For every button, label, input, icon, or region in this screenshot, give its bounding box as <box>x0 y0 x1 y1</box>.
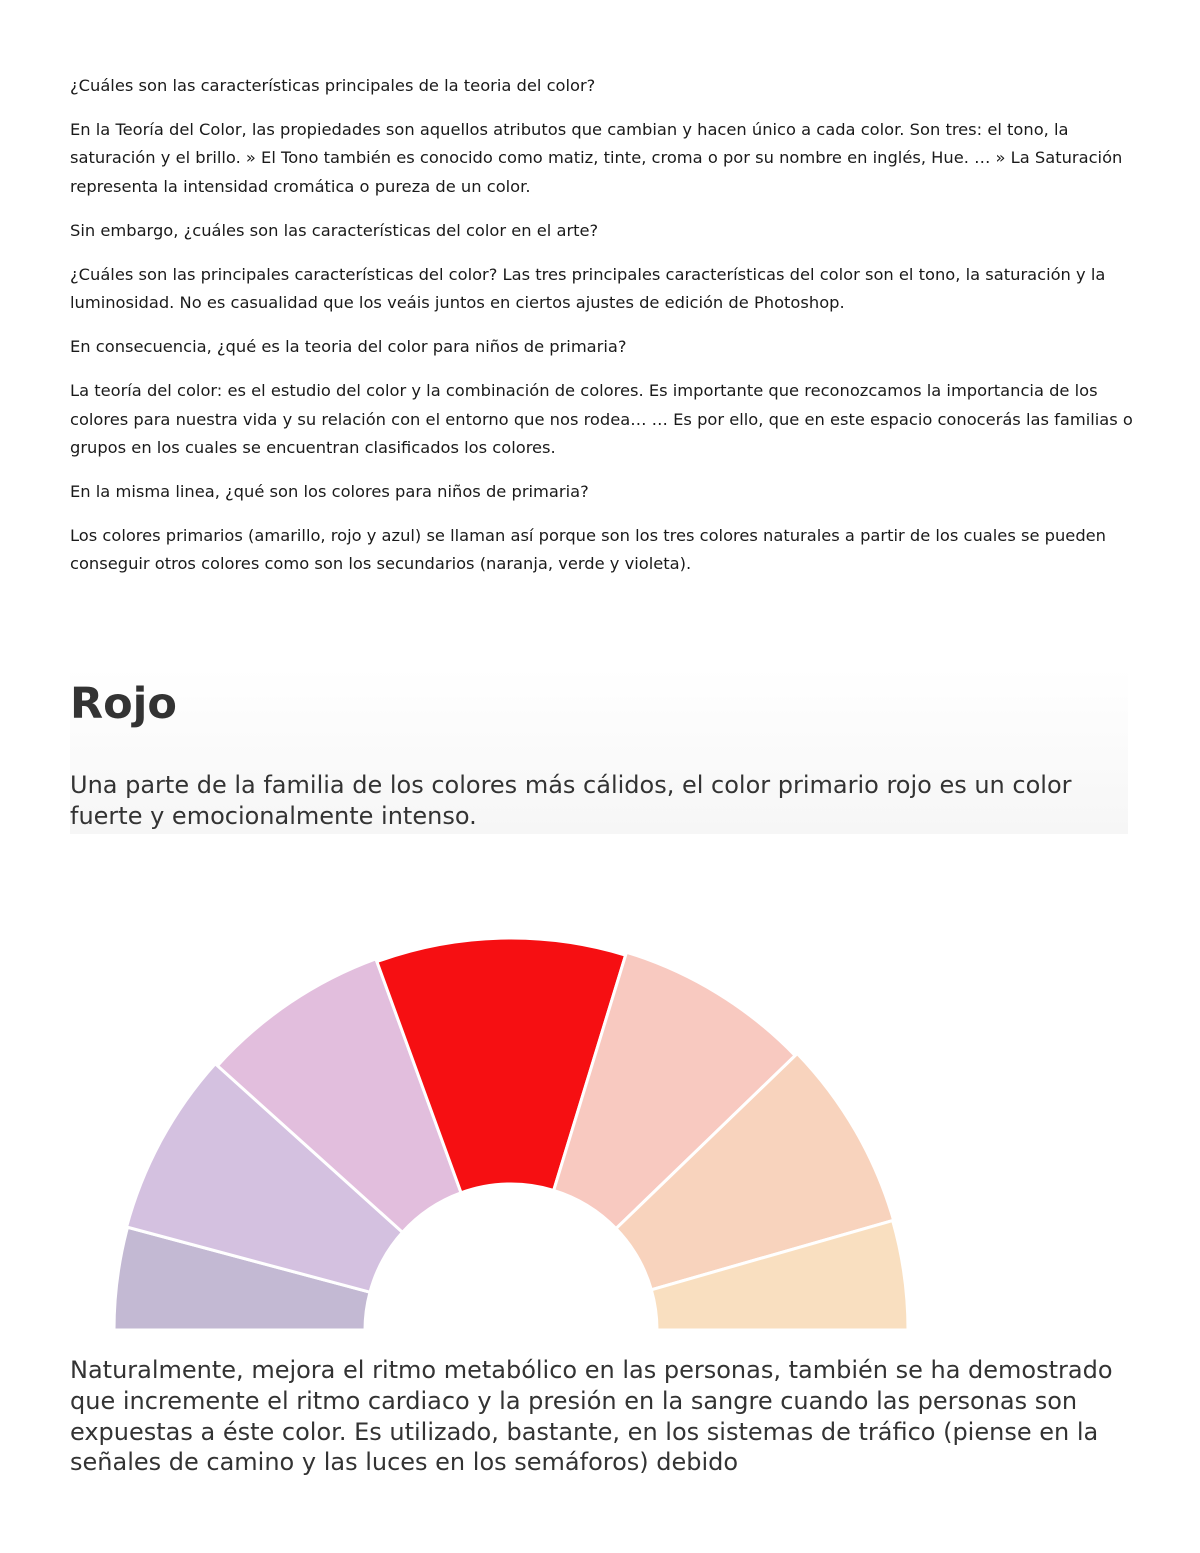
answer-paragraph: La teoría del color: es el estudio del color y la combinación de colores. Es importante que reconozcamos la importancia de los colores para nuestra vida y su relación con el entorno que nos rodea… … Es por ello, que en este espacio conocerás las familias o grupos en los cuales se encuentran clasificados los colores. <box>70 381 1133 457</box>
question-paragraph: En consecuencia, ¿qué es la teoria del color para niños de primaria? <box>70 337 627 357</box>
color-subtitle: Una parte de la familia de los colores más cálidos, el color primario rojo es un color fuerte y emocionalmente intenso. <box>70 771 1072 830</box>
answer-paragraph: Los colores primarios (amarillo, rojo y azul) se llaman así porque son los tres colores naturales a partir de los cuales se pueden conseguir otros colores como son los secundarios (naranja, verde y violeta). <box>70 526 1106 574</box>
color-heading: Rojo <box>70 679 177 729</box>
color-fan-diagram <box>0 930 1200 1340</box>
question-paragraph: ¿Cuáles son las características principales de la teoria del color? <box>70 76 596 95</box>
question-paragraph: Sin embargo, ¿cuáles son las características del color en el arte? <box>70 220 599 240</box>
answer-paragraph: En la Teoría del Color, las propiedades son aquellos atributos que cambian y hacen único a cada color. Son tres: el tono, la saturación y el brillo. » El Tono también es conocido como matiz, tinte, croma o por su nombre en inglés, Hue. … » La Saturación representa la intensidad cromática o pureza de un color. <box>70 120 1123 196</box>
article-text <box>70 72 1140 595</box>
body-paragraph: Naturalmente, mejora el ritmo metabólico en las personas, también se ha demostrado que incremente el ritmo cardiaco y la presión en la sangre cuando las personas son expuestas a éste color. Es utilizado, bastante, en los sistemas de tráfico (piense en la señales de camino y las luces en los semáforos) debido <box>70 1356 1113 1477</box>
question-paragraph: En la misma linea, ¿qué son los colores para niños de primaria? <box>70 482 589 502</box>
answer-paragraph: ¿Cuáles son las principales características del color? Las tres principales características del color son el tono, la saturación y la luminosidad. No es casualidad que los veáis juntos en ciertos ajustes de edición de Photoshop. <box>70 264 1106 313</box>
